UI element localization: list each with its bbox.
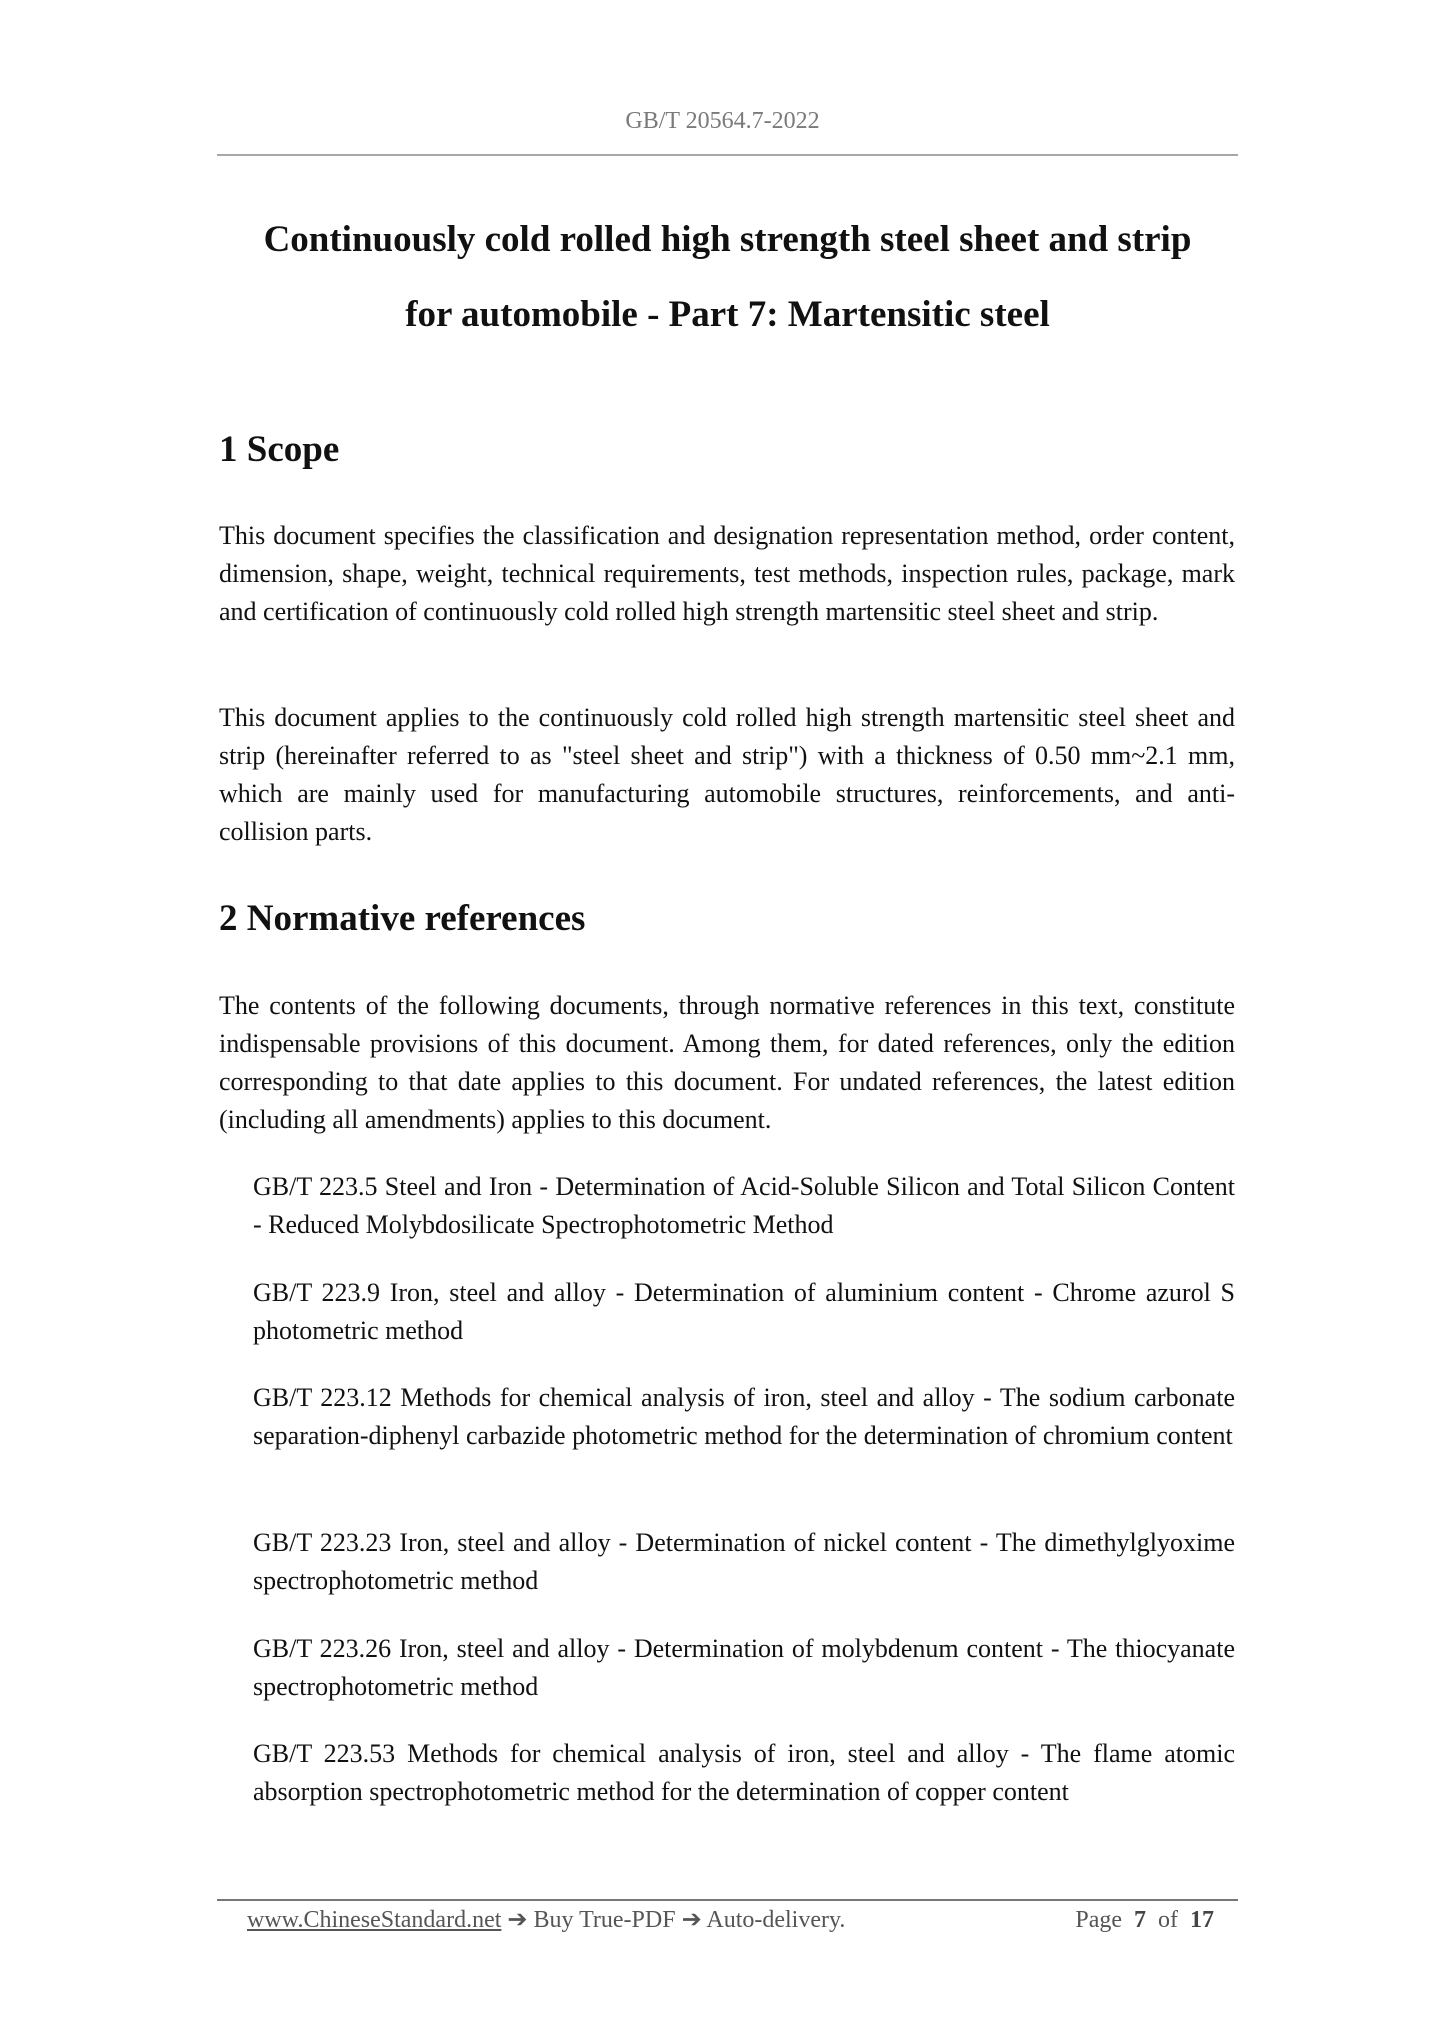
- running-header: GB/T 20564.7-2022: [625, 108, 820, 134]
- page-number: [1075, 1903, 1214, 1937]
- section-heading-normative-references: 2 Normative references: [219, 898, 586, 939]
- scope-paragraph-2: This document applies to the continuously cold rolled high strength martensitic steel sheet and strip (hereinafter referred to as "steel sheet and strip") with a thickness of 0.50 mm~2.1 mm, which are mainly used for manufacturing automobile structures, reinforcements, and anti-collision parts.: [219, 703, 1235, 846]
- title-line-1: Continuously cold rolled high strength steel sheet and strip: [263, 219, 1192, 260]
- footer-promo: [247, 1903, 845, 1937]
- page-footer: [247, 1903, 1214, 1937]
- page-label: Page: [1075, 1907, 1122, 1933]
- reference-item: GB/T 223.23 Iron, steel and alloy - Determination of nickel content - The dimethylglyoxime spectrophotometric method: [253, 1528, 1235, 1595]
- header-rule: [217, 154, 1238, 156]
- reference-item: GB/T 223.53 Methods for chemical analysis of iron, steel and alloy - The flame atomic absorption spectrophotometric method for the determination of copper content: [253, 1739, 1235, 1806]
- normative-intro-paragraph: The contents of the following documents, through normative references in this text, constitute indispensable provisions of this document. Among them, for dated references, only the edition corresponding to that date applies to this document. For undated references, the latest edition (including all amendments) applies to this document.: [219, 991, 1235, 1134]
- delivery-text: Auto-delivery.: [706, 1907, 846, 1933]
- total-pages: 17: [1190, 1907, 1214, 1933]
- title-line-2: for automobile - Part 7: Martensitic steel: [405, 294, 1050, 335]
- of-label: of: [1158, 1907, 1178, 1933]
- website-link[interactable]: www.ChineseStandard.net: [247, 1907, 502, 1933]
- reference-item: GB/T 223.26 Iron, steel and alloy - Determination of molybdenum content - The thiocyanate spectrophotometric method: [253, 1634, 1235, 1701]
- buy-text: Buy True-PDF: [533, 1907, 676, 1933]
- reference-item: GB/T 223.12 Methods for chemical analysis of iron, steel and alloy - The sodium carbonate separation-diphenyl carbazide photometric method for the determination of chromium content: [253, 1383, 1235, 1450]
- section-heading-scope: 1 Scope: [219, 429, 340, 470]
- arrow-right-icon: ➔: [681, 1907, 702, 1933]
- reference-item: GB/T 223.9 Iron, steel and alloy - Determination of aluminium content - Chrome azurol S photometric method: [253, 1278, 1235, 1345]
- document-title: [217, 202, 1238, 352]
- reference-item: GB/T 223.5 Steel and Iron - Determination of Acid-Soluble Silicon and Total Silicon Content - Reduced Molybdosilicate Spectrophotometric Method: [253, 1172, 1235, 1239]
- current-page: 7: [1134, 1907, 1146, 1933]
- footer-rule: [217, 1899, 1238, 1901]
- scope-paragraph-1: This document specifies the classification and designation representation method, order content, dimension, shape, weight, technical requirements, test methods, inspection rules, package, mark and certification of continuously cold rolled high strength martensitic steel sheet and strip.: [219, 521, 1235, 626]
- arrow-right-icon: ➔: [507, 1907, 528, 1933]
